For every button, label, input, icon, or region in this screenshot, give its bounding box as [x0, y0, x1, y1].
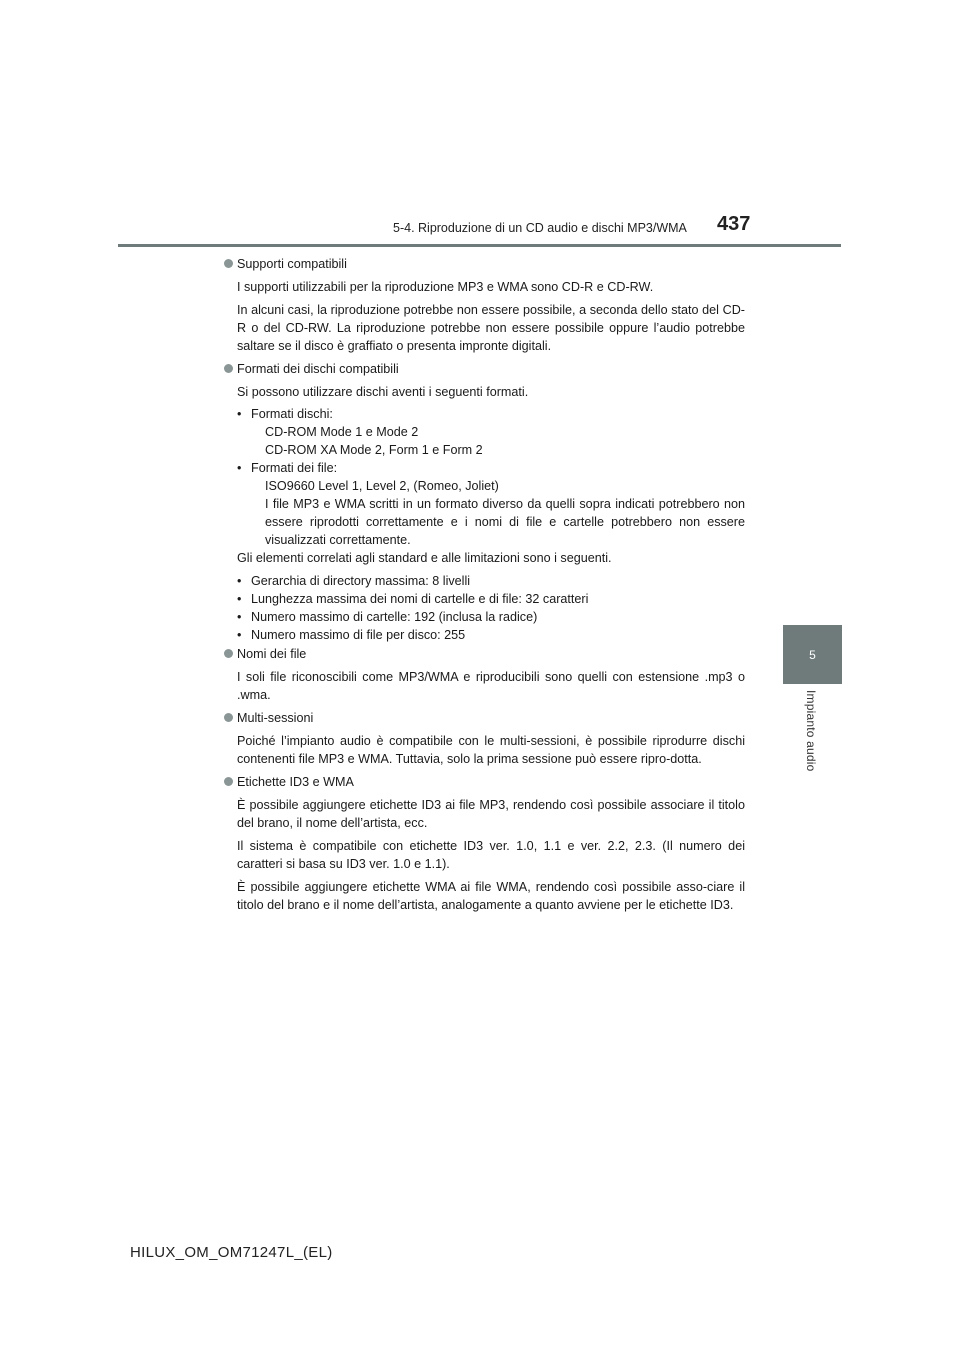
- paragraph: È possibile aggiungere etichette WMA ai file WMA, rendendo così possibile asso-ciare il titolo del brano e il nome dell’artista, analogamente a quanto avviene per le etichette ID3.: [237, 880, 745, 912]
- limits-list: [224, 572, 745, 644]
- list-item-line: CD-ROM XA Mode 2, Form 1 e Form 2: [265, 443, 483, 457]
- header-section-title: 5-4. Riproduzione di un CD audio e dischi MP3/WMA: [393, 221, 687, 235]
- bullet-dot-icon: [224, 713, 233, 722]
- bullet-dot-icon: [224, 259, 233, 268]
- chapter-tab-label: Impianto audio: [804, 690, 818, 772]
- list-item: [237, 590, 745, 608]
- section-title: [224, 360, 745, 378]
- header-rule: [118, 244, 841, 247]
- list-bullet-icon: •: [237, 610, 242, 624]
- page-content: [224, 255, 745, 914]
- section-supporti: [224, 255, 745, 355]
- list-item-line: ISO9660 Level 1, Level 2, (Romeo, Joliet): [265, 479, 499, 493]
- list-item-line: I file MP3 e WMA scritti in un formato diverso da quelli sopra indicati potrebbero non essere riprodotti correttamente e i nomi di file e cartelle potrebbero non essere visualizzati correttamente.: [265, 497, 745, 547]
- list-item-line: CD-ROM Mode 1 e Mode 2: [265, 425, 419, 439]
- section-title: [224, 255, 745, 273]
- paragraph: I supporti utilizzabili per la riproduzione MP3 e WMA sono CD-R e CD-RW.: [237, 280, 654, 294]
- list-bullet-icon: •: [237, 592, 242, 606]
- list-item-text: Lunghezza massima dei nomi di cartelle e di file: 32 caratteri: [251, 592, 589, 606]
- list-bullet-icon: •: [237, 574, 242, 588]
- chapter-tab: [783, 625, 842, 684]
- list-item: [237, 459, 745, 549]
- section-title: [224, 709, 745, 727]
- paragraph: In alcuni casi, la riproduzione potrebbe non essere possibile, a seconda dello stato del CD-R o del CD-RW. La riproduzione potrebbe non essere possibile oppure l’audio potrebbe saltare se il disco è graffiato o presenta impronte digitali.: [237, 303, 745, 353]
- paragraph: Il sistema è compatibile con etichette ID3 ver. 1.0, 1.1 e ver. 2.2, 2.3. (Il numero dei caratteri si basa su ID3 ver. 1.0 e 1.1).: [237, 839, 745, 871]
- bullet-dot-icon: [224, 777, 233, 786]
- list-bullet-icon: •: [237, 461, 242, 475]
- section-title: [224, 645, 745, 663]
- section-etichette: [224, 773, 745, 914]
- section-title-text: Multi-sessioni: [237, 711, 314, 725]
- list-bullet-icon: •: [237, 628, 242, 642]
- section-title-text: Nomi dei file: [237, 647, 307, 661]
- list-item: [237, 608, 745, 626]
- list-bullet-icon: •: [237, 407, 242, 421]
- bullet-dot-icon: [224, 364, 233, 373]
- list-item-text: Numero massimo di cartelle: 192 (inclusa la radice): [251, 610, 538, 624]
- list-item-text: Numero massimo di file per disco: 255: [251, 628, 466, 642]
- section-title-text: Etichette ID3 e WMA: [237, 775, 354, 789]
- section-multi-sessioni: [224, 709, 745, 768]
- list-item-head: Formati dischi:: [251, 407, 333, 421]
- list-item-head: Formati dei file:: [251, 461, 338, 475]
- bullet-dot-icon: [224, 649, 233, 658]
- section-title: [224, 773, 745, 791]
- paragraph: Si possono utilizzare dischi aventi i seguenti formati.: [237, 385, 529, 399]
- chapter-tab-number: 5: [809, 647, 816, 662]
- paragraph: Gli elementi correlati agli standard e alle limitazioni sono i seguenti.: [237, 551, 612, 565]
- list-item: [237, 405, 745, 459]
- footer-document-code: HILUX_OM_OM71247L_(EL): [130, 1244, 333, 1261]
- section-title-text: Supporti compatibili: [237, 257, 347, 271]
- paragraph: I soli file riconoscibili come MP3/WMA e riproducibili sono quelli con estensione .mp3 o .wma.: [237, 670, 745, 702]
- paragraph: È possibile aggiungere etichette ID3 ai file MP3, rendendo così possibile associare il titolo del brano, il nome dell’artista, ecc.: [237, 798, 745, 830]
- format-list: [224, 405, 745, 549]
- page-number: 437: [717, 213, 751, 235]
- paragraph: Poiché l’impianto audio è compatibile con le multi-sessioni, è possibile riprodurre dischi contenenti file MP3 e WMA. Tuttavia, solo la prima sessione può essere ripro-dotta.: [237, 734, 745, 766]
- list-item-text: Gerarchia di directory massima: 8 livelli: [251, 574, 471, 588]
- section-title-text: Formati dei dischi compatibili: [237, 362, 399, 376]
- section-formati: [224, 360, 745, 644]
- list-item: [237, 572, 745, 590]
- section-nomi-file: [224, 645, 745, 704]
- list-item: [237, 626, 745, 644]
